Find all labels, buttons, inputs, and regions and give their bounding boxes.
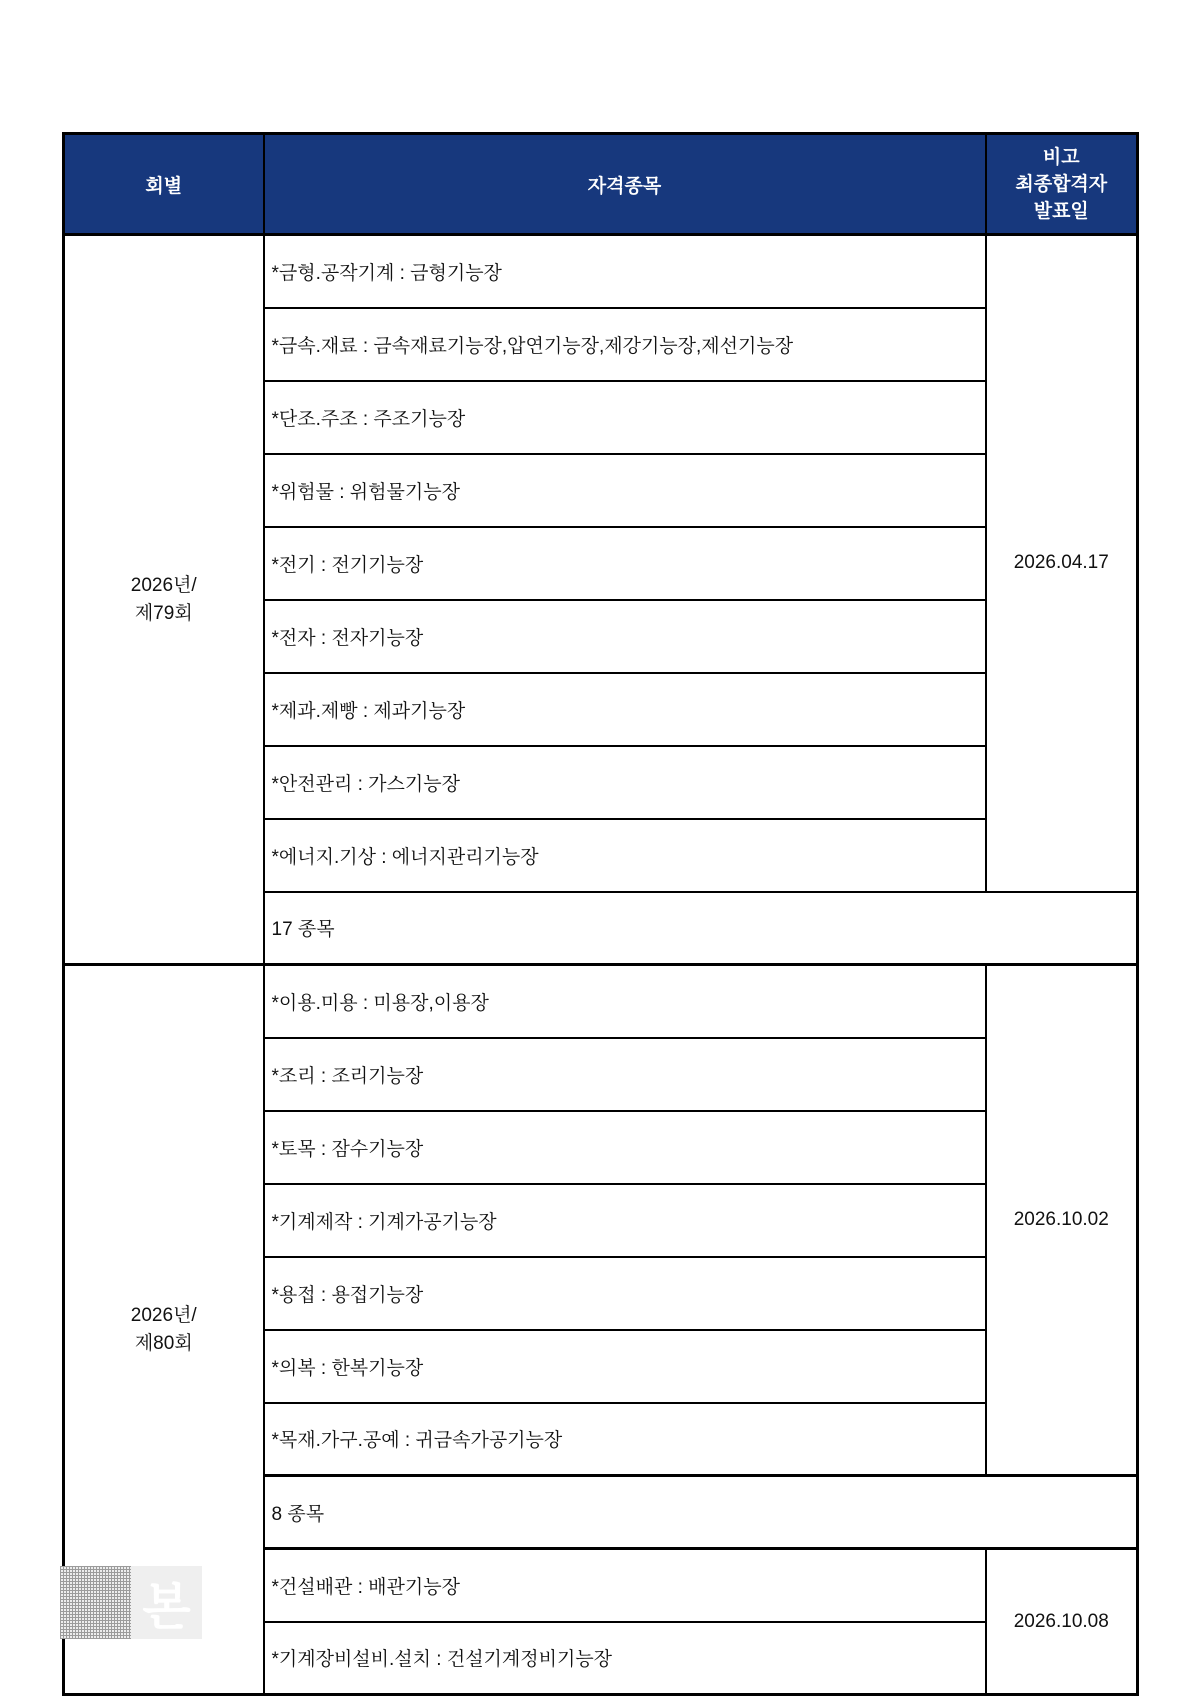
header-remark-line2: 최종합격자 [1015,173,1108,195]
session-80-year: 2026년/ [130,1304,197,1326]
header-cell-subject: 자격종목 [264,134,986,235]
subject-cell: *기계제작 : 기계가공기능장 [264,1184,986,1257]
header-remark-line3: 발표일 [1033,200,1089,222]
session-79-number: 제79회 [134,602,193,624]
table-row [64,965,1138,1038]
subject-cell: *전자 : 전자기능장 [264,600,986,673]
session-80-number: 제80회 [134,1332,193,1354]
table-header-row [64,134,1138,235]
subject-cell: *에너지.기상 : 에너지관리기능장 [264,819,986,892]
subject-cell: *제과.제빵 : 제과기능장 [264,673,986,746]
table-row [64,235,1138,308]
subject-cell: *금속.재료 : 금속재료기능장,압연기능장,제강기능장,제선기능장 [264,308,986,381]
subject-cell: *토목 : 잠수기능장 [264,1111,986,1184]
subject-cell: *단조.주조 : 주조기능장 [264,381,986,454]
subject-cell: *목재.가구.공예 : 귀금속가공기능장 [264,1403,986,1476]
header-remark-line1: 비고 [1042,146,1080,168]
header-cell-session: 회별 [64,134,264,235]
announce-date-80a-cell: 2026.10.02 [986,965,1138,1476]
subject-cell: *건설배관 : 배관기능장 [264,1549,986,1622]
original-seal-stamp [60,1566,202,1639]
subject-cell: *이용.미용 : 미용장,이용장 [264,965,986,1038]
session-79-cell [64,235,264,965]
subject-cell: *위험물 : 위험물기능장 [264,454,986,527]
subject-count-80-cell: 8 종목 [264,1476,1138,1549]
session-79-year: 2026년/ [130,574,197,596]
subject-cell: *전기 : 전기기능장 [264,527,986,600]
subject-cell: *안전관리 : 가스기능장 [264,746,986,819]
stamp-hatch-pattern [60,1566,131,1639]
subject-count-79-cell: 17 종목 [264,892,1138,965]
subject-cell: *금형.공작기계 : 금형기능장 [264,235,986,308]
subject-cell: *용접 : 용접기능장 [264,1257,986,1330]
subject-cell: *조리 : 조리기능장 [264,1038,986,1111]
header-cell-remark [986,134,1138,235]
announce-date-80b-cell: 2026.10.08 [986,1549,1138,1695]
announce-date-79-cell: 2026.04.17 [986,235,1138,892]
exam-schedule-table [62,132,1139,1696]
subject-cell: *기계장비설비.설치 : 건설기계정비기능장 [264,1622,986,1695]
stamp-character: 본 [131,1566,202,1639]
subject-cell: *의복 : 한복기능장 [264,1330,986,1403]
